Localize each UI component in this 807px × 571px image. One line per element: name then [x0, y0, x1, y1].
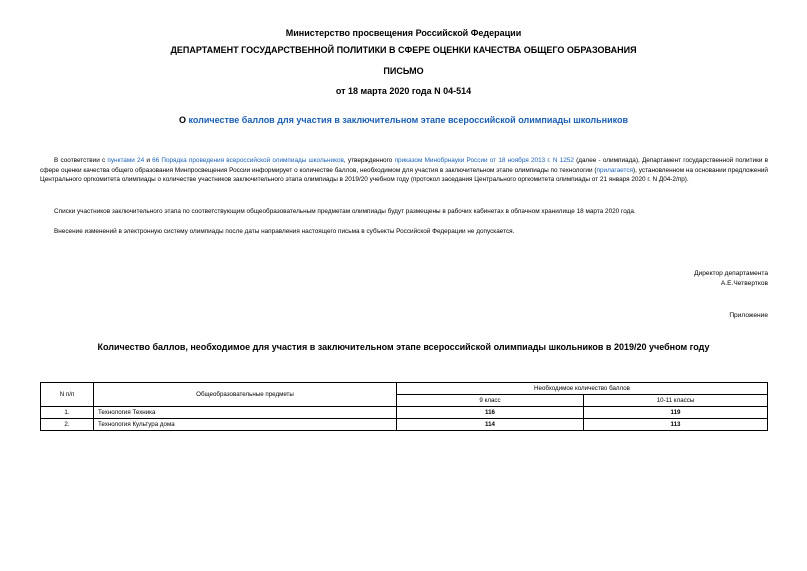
- appendix-title: Количество баллов, необходимое для участия в заключительном этапе всероссийской олимпиады школьников в 2019/20 учебном году: [97, 342, 710, 352]
- link-attachment[interactable]: прилагается: [596, 166, 634, 174]
- table-row: [41, 419, 768, 431]
- row-subject: Технология Техника: [94, 407, 397, 419]
- paragraph-1: [40, 156, 768, 185]
- signature-name: А.Е.Четвертков: [720, 280, 768, 287]
- header-subject: Общеобразовательные предметы: [94, 383, 397, 407]
- link-olympiad-procedure[interactable]: 66 Порядка проведения всероссийской олимпиады школьников: [152, 157, 344, 164]
- document-date-number: от 18 марта 2020 года N 04-514: [335, 86, 472, 96]
- p1-text-5: ), установленном на основании предложений Центрального оргкомитета олимпиады о количестве участников заключительного этапа олимпиады в 2019/20 учебном году (протокол заседания Центрального оргкомитета олимпиады от 21 января 2020 г. N Д04-2/пр).: [40, 166, 768, 184]
- row-subject: Технология Культура дома: [94, 419, 397, 431]
- header-required-points: Необходимое количество баллов: [397, 383, 768, 395]
- row-num: 2.: [41, 419, 94, 431]
- header-num: N п/п: [41, 383, 94, 407]
- row-grade-10-11: 113: [584, 419, 768, 431]
- p1-text-2: и: [144, 157, 153, 164]
- subject-link[interactable]: количестве баллов для участия в заключительном этапе всероссийской олимпиады школьников: [188, 115, 629, 125]
- appendix-label: Приложение: [729, 312, 768, 319]
- p1-text-3: , утвержденного: [343, 157, 395, 164]
- row-grade-10-11: 119: [584, 407, 768, 419]
- table-row: [41, 407, 768, 419]
- link-order-1252[interactable]: приказом Минобрнауки России от 18 ноября 2013 г. N 1252: [394, 157, 574, 164]
- scores-table: [40, 382, 768, 431]
- link-point-24[interactable]: пунктами 24: [107, 157, 145, 164]
- signature-position: Директор департамента: [694, 270, 768, 277]
- p1-text-4: (далее - олимпиада), Департамент государственной политики в сфере оценки качества общего образования Минпросвещения России информирует о количестве баллов, необходимом для участия в заключительном этапе олимпиады по технологии (: [40, 157, 769, 174]
- row-num: 1.: [41, 407, 94, 419]
- header-grade-10-11: 10-11 классы: [584, 395, 768, 407]
- row-grade-9: 116: [397, 407, 584, 419]
- paragraph-2: Списки участников заключительного этапа по соответствующим общеобразовательным предметам олимпиады будут размещены в рабочих кабинетах в облачном хранилище 18 марта 2020 года.: [54, 208, 636, 215]
- p1-text-1: В соответствии с: [54, 157, 108, 164]
- header-grade-9: 9 класс: [397, 395, 584, 407]
- paragraph-3: Внесение изменений в электронную систему олимпиады после даты направления настоящего письма в субъекты Российской Федерации не допускается.: [54, 228, 515, 235]
- row-grade-9: 114: [397, 419, 584, 431]
- document-type: ПИСЬМО: [383, 66, 424, 76]
- department-name: ДЕПАРТАМЕНТ ГОСУДАРСТВЕННОЙ ПОЛИТИКИ В СФЕРЕ ОЦЕНКИ КАЧЕСТВА ОБЩЕГО ОБРАЗОВАНИЯ: [170, 45, 637, 55]
- ministry-name: Министерство просвещения Российской Федерации: [285, 28, 522, 38]
- document-subject: [0, 115, 807, 126]
- subject-prefix: О: [178, 115, 189, 125]
